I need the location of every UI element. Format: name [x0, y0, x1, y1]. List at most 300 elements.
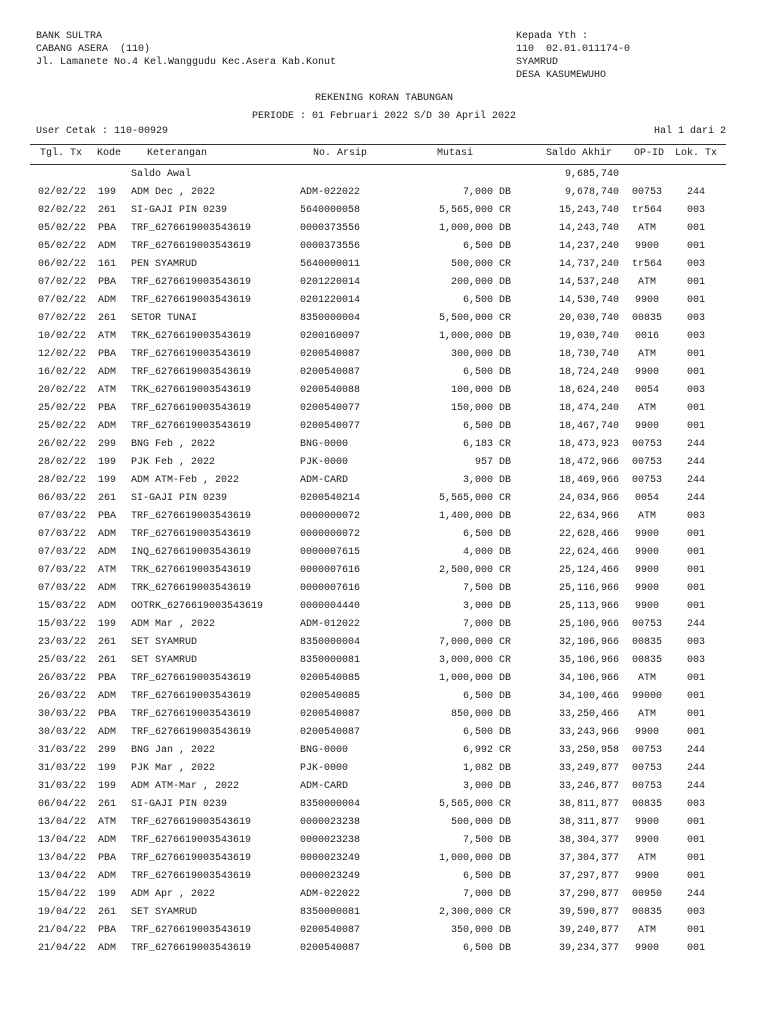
tx-date: 30/03/22 [38, 709, 87, 720]
tx-code: PBA [98, 709, 117, 720]
tx-description: ADM ATM-Feb , 2022 [131, 475, 240, 486]
table-row [0, 292, 768, 310]
tx-code: ADM [98, 421, 117, 432]
tx-mutation: 200,000 DB [450, 277, 511, 288]
tx-description: TRK_6276619003543619 [131, 583, 252, 594]
tx-date: 13/04/22 [38, 817, 87, 828]
header-op-id: OP-ID [634, 148, 665, 159]
tx-description: TRF_6276619003543619 [131, 367, 252, 378]
tx-code: 199 [98, 781, 117, 792]
tx-code: ADM [98, 547, 117, 558]
tx-location: 244 [686, 763, 705, 774]
tx-location: 001 [686, 817, 705, 828]
tx-mutation: 1,000,000 DB [438, 223, 511, 234]
tx-location: 003 [686, 259, 705, 270]
tx-date: 06/03/22 [38, 493, 87, 504]
tx-location: 244 [686, 187, 705, 198]
tx-description: TRF_6276619003543619 [131, 727, 252, 738]
tx-end-balance: 33,249,877 [558, 763, 619, 774]
tx-archive-no: ADM-022022 [300, 187, 361, 198]
tx-end-balance: 39,234,377 [558, 943, 619, 954]
tx-description: SET SYAMRUD [131, 907, 198, 918]
table-row [0, 310, 768, 328]
tx-date: 30/03/22 [38, 727, 87, 738]
tx-mutation: 350,000 DB [450, 925, 511, 936]
tx-mutation: 4,000 DB [462, 547, 511, 558]
tx-op-id: 00753 [631, 475, 662, 486]
tx-description: TRF_6276619003543619 [131, 709, 252, 720]
tx-op-id: 9900 [634, 583, 659, 594]
tx-mutation: 1,400,000 DB [438, 511, 511, 522]
tx-location: 001 [686, 403, 705, 414]
tx-archive-no: PJK-0000 [300, 457, 349, 468]
tx-mutation: 3,000 DB [462, 475, 511, 486]
tx-date: 07/02/22 [38, 295, 87, 306]
tx-mutation: 2,500,000 CR [438, 565, 511, 576]
tx-location: 001 [686, 529, 705, 540]
tx-date: 26/03/22 [38, 691, 87, 702]
tx-location: 001 [686, 871, 705, 882]
tx-description: TRF_6276619003543619 [131, 925, 252, 936]
tx-archive-no: BNG-0000 [300, 439, 349, 450]
header-date: Tgl. Tx [40, 148, 83, 159]
table-row [0, 256, 768, 274]
tx-description: TRF_6276619003543619 [131, 853, 252, 864]
tx-code: ATM [98, 331, 117, 342]
tx-description: TRF_6276619003543619 [131, 943, 252, 954]
tx-description: TRK_6276619003543619 [131, 331, 252, 342]
tx-date: 21/04/22 [38, 943, 87, 954]
tx-date: 02/02/22 [38, 205, 87, 216]
tx-mutation: 150,000 DB [450, 403, 511, 414]
table-row [0, 400, 768, 418]
tx-archive-no: 8350000081 [300, 655, 361, 666]
tx-mutation: 7,000 DB [462, 889, 511, 900]
tx-code: PBA [98, 511, 117, 522]
tx-date: 25/02/22 [38, 421, 87, 432]
tx-op-id: ATM [637, 925, 656, 936]
tx-mutation: 500,000 CR [450, 259, 511, 270]
tx-description: SI-GAJI PIN 0239 [131, 493, 228, 504]
tx-date: 15/04/22 [38, 889, 87, 900]
tx-mutation: 7,500 DB [462, 835, 511, 846]
tx-date: 13/04/22 [38, 835, 87, 846]
tx-code: PBA [98, 403, 117, 414]
tx-op-id: 0016 [634, 331, 659, 342]
table-row [0, 238, 768, 256]
tx-op-id: 00753 [631, 745, 662, 756]
tx-location: 244 [686, 745, 705, 756]
tx-location: 244 [686, 457, 705, 468]
statement-header [0, 90, 768, 126]
tx-end-balance: 37,297,877 [558, 871, 619, 882]
tx-location: 003 [686, 331, 705, 342]
table-row [0, 202, 768, 220]
tx-end-balance: 35,106,966 [558, 655, 619, 666]
tx-op-id: 00753 [631, 781, 662, 792]
tx-date: 07/03/22 [38, 547, 87, 558]
tx-code: 261 [98, 799, 117, 810]
tx-description: SETOR TUNAI [131, 313, 198, 324]
tx-description: ADM ATM-Mar , 2022 [131, 781, 240, 792]
tx-code: PBA [98, 853, 117, 864]
tx-archive-no: 0200540087 [300, 925, 361, 936]
table-row [0, 922, 768, 940]
tx-end-balance: 33,246,877 [558, 781, 619, 792]
tx-date: 06/02/22 [38, 259, 87, 270]
tx-op-id: 00835 [631, 313, 662, 324]
tx-date: 19/04/22 [38, 907, 87, 918]
tx-archive-no: 0200540087 [300, 367, 361, 378]
tx-description: TRF_6276619003543619 [131, 871, 252, 882]
tx-mutation: 3,000,000 CR [438, 655, 511, 666]
tx-archive-no: 0200540077 [300, 403, 361, 414]
tx-location: 001 [686, 601, 705, 612]
tx-end-balance: 14,737,240 [558, 259, 619, 270]
tx-end-balance: 25,124,466 [558, 565, 619, 576]
tx-archive-no: 0200540087 [300, 943, 361, 954]
header-rule-bottom [30, 164, 726, 165]
table-row [0, 760, 768, 778]
tx-end-balance: 15,243,740 [558, 205, 619, 216]
tx-date: 23/03/22 [38, 637, 87, 648]
tx-description: TRF_6276619003543619 [131, 277, 252, 288]
tx-mutation: 6,500 DB [462, 295, 511, 306]
tx-archive-no: 0200540077 [300, 421, 361, 432]
tx-end-balance: 18,469,966 [558, 475, 619, 486]
tx-end-balance: 25,116,966 [558, 583, 619, 594]
tx-end-balance: 39,240,877 [558, 925, 619, 936]
tx-archive-no: 0200540087 [300, 727, 361, 738]
table-row [0, 472, 768, 490]
print-info-row [36, 126, 726, 140]
tx-description: BNG Feb , 2022 [131, 439, 216, 450]
tx-description: TRF_6276619003543619 [131, 511, 252, 522]
table-row [0, 886, 768, 904]
tx-date: 16/02/22 [38, 367, 87, 378]
tx-op-id: ATM [637, 511, 656, 522]
tx-location: 244 [686, 781, 705, 792]
tx-description: TRF_6276619003543619 [131, 817, 252, 828]
tx-op-id: 9900 [634, 601, 659, 612]
tx-description: BNG Jan , 2022 [131, 745, 216, 756]
tx-code: ATM [98, 385, 117, 396]
tx-end-balance: 18,730,740 [558, 349, 619, 360]
tx-description: TRF_6276619003543619 [131, 673, 252, 684]
tx-end-balance: 38,304,377 [558, 835, 619, 846]
tx-description: OOTRK_6276619003543619 [131, 601, 264, 612]
tx-archive-no: 0000000072 [300, 529, 361, 540]
tx-archive-no: 0000373556 [300, 223, 361, 234]
tx-mutation: 5,565,000 CR [438, 799, 511, 810]
table-row [0, 778, 768, 796]
tx-end-balance: 20,030,740 [558, 313, 619, 324]
tx-date: 13/04/22 [38, 853, 87, 864]
tx-mutation: 6,500 DB [462, 421, 511, 432]
tx-code: ADM [98, 691, 117, 702]
tx-op-id: tr564 [631, 259, 662, 270]
tx-end-balance: 14,237,240 [558, 241, 619, 252]
tx-end-balance: 18,473,923 [558, 439, 619, 450]
tx-mutation: 1,000,000 DB [438, 853, 511, 864]
tx-mutation: 6,500 DB [462, 529, 511, 540]
tx-mutation: 6,183 CR [462, 439, 511, 450]
tx-mutation: 500,000 DB [450, 817, 511, 828]
tx-archive-no: 8350000081 [300, 907, 361, 918]
tx-end-balance: 32,106,966 [558, 637, 619, 648]
tx-op-id: 00835 [631, 637, 662, 648]
tx-mutation: 7,500 DB [462, 583, 511, 594]
tx-location: 001 [686, 727, 705, 738]
tx-location: 001 [686, 547, 705, 558]
tx-op-id: 0054 [634, 493, 659, 504]
tx-archive-no: 8350000004 [300, 313, 361, 324]
tx-archive-no: 8350000004 [300, 637, 361, 648]
table-row [0, 814, 768, 832]
tx-date: 31/03/22 [38, 745, 87, 756]
tx-description: TRF_6276619003543619 [131, 691, 252, 702]
tx-description: SI-GAJI PIN 0239 [131, 205, 228, 216]
tx-op-id: 9900 [634, 817, 659, 828]
tx-date: 13/04/22 [38, 871, 87, 882]
tx-code: 199 [98, 187, 117, 198]
tx-op-id: 9900 [634, 241, 659, 252]
tx-archive-no: 0200540214 [300, 493, 361, 504]
tx-op-id: 00753 [631, 457, 662, 468]
tx-date: 15/03/22 [38, 601, 87, 612]
tx-location: 001 [686, 295, 705, 306]
table-row [0, 742, 768, 760]
tx-date: 06/04/22 [38, 799, 87, 810]
tx-date: 21/04/22 [38, 925, 87, 936]
transaction-table [0, 166, 768, 958]
tx-op-id: tr564 [631, 205, 662, 216]
tx-description: TRF_6276619003543619 [131, 241, 252, 252]
tx-archive-no: PJK-0000 [300, 763, 349, 774]
tx-mutation: 6,500 DB [462, 943, 511, 954]
tx-mutation: 6,500 DB [462, 691, 511, 702]
tx-mutation: 6,500 DB [462, 727, 511, 738]
tx-location: 003 [686, 799, 705, 810]
tx-op-id: 00950 [631, 889, 662, 900]
tx-mutation: 7,000 DB [462, 619, 511, 630]
tx-mutation: 3,000 DB [462, 601, 511, 612]
tx-code: ATM [98, 565, 117, 576]
tx-location: 003 [686, 205, 705, 216]
tx-location: 003 [686, 385, 705, 396]
header-code: Kode [97, 148, 122, 159]
tx-description: ADM Dec , 2022 [131, 187, 216, 198]
tx-mutation: 7,000,000 CR [438, 637, 511, 648]
tx-op-id: 9900 [634, 943, 659, 954]
opening-balance-row [0, 166, 768, 184]
tx-code: 299 [98, 745, 117, 756]
tx-archive-no: 0200540085 [300, 691, 361, 702]
tx-archive-no: ADM-CARD [300, 475, 349, 486]
tx-archive-no: 0200540087 [300, 349, 361, 360]
tx-mutation: 300,000 DB [450, 349, 511, 360]
tx-op-id: 9900 [634, 421, 659, 432]
tx-description: TRK_6276619003543619 [131, 385, 252, 396]
tx-location: 003 [686, 655, 705, 666]
tx-op-id: ATM [637, 277, 656, 288]
tx-code: ADM [98, 583, 117, 594]
tx-mutation: 5,565,000 CR [438, 205, 511, 216]
tx-code: 161 [98, 259, 117, 270]
tx-end-balance: 18,624,240 [558, 385, 619, 396]
tx-mutation: 6,500 DB [462, 871, 511, 882]
header-rule-top [30, 144, 726, 145]
tx-description: PJK Mar , 2022 [131, 763, 216, 774]
tx-location: 001 [686, 709, 705, 720]
tx-archive-no: ADM-012022 [300, 619, 361, 630]
tx-archive-no: 0000023238 [300, 817, 361, 828]
table-row [0, 346, 768, 364]
table-row [0, 544, 768, 562]
tx-code: 299 [98, 439, 117, 450]
table-row [0, 904, 768, 922]
tx-end-balance: 37,290,877 [558, 889, 619, 900]
tx-archive-no: 0000007616 [300, 583, 361, 594]
tx-op-id: ATM [637, 853, 656, 864]
tx-archive-no: 0000000072 [300, 511, 361, 522]
tx-code: 261 [98, 655, 117, 666]
tx-op-id: ATM [637, 709, 656, 720]
header-archive-no: No. Arsip [313, 148, 368, 159]
tx-code: PBA [98, 349, 117, 360]
tx-mutation: 2,300,000 CR [438, 907, 511, 918]
tx-op-id: 9900 [634, 547, 659, 558]
tx-code: ADM [98, 943, 117, 954]
tx-location: 001 [686, 565, 705, 576]
tx-location: 001 [686, 367, 705, 378]
bank-name: BANK SULTRA [36, 31, 103, 42]
tx-end-balance: 24,034,966 [558, 493, 619, 504]
tx-end-balance: 18,472,966 [558, 457, 619, 468]
opening-balance-label: Saldo Awal [131, 169, 192, 180]
tx-end-balance: 14,530,740 [558, 295, 619, 306]
opening-balance-value: 9,685,740 [564, 169, 619, 180]
tx-description: PJK Feb , 2022 [131, 457, 216, 468]
table-row [0, 454, 768, 472]
tx-date: 07/03/22 [38, 583, 87, 594]
tx-location: 001 [686, 241, 705, 252]
tx-code: PBA [98, 277, 117, 288]
tx-description: SET SYAMRUD [131, 637, 198, 648]
tx-location: 003 [686, 637, 705, 648]
header-description: Keterangan [147, 148, 208, 159]
tx-date: 07/02/22 [38, 277, 87, 288]
tx-op-id: ATM [637, 673, 656, 684]
tx-mutation: 5,500,000 CR [438, 313, 511, 324]
tx-location: 001 [686, 583, 705, 594]
tx-op-id: ATM [637, 223, 656, 234]
tx-archive-no: 0000373556 [300, 241, 361, 252]
table-row [0, 328, 768, 346]
tx-code: PBA [98, 925, 117, 936]
tx-location: 001 [686, 835, 705, 846]
tx-location: 001 [686, 349, 705, 360]
tx-location: 001 [686, 673, 705, 684]
tx-op-id: 00835 [631, 655, 662, 666]
recipient-village: DESA KASUMEWUHO [516, 70, 607, 81]
tx-op-id: 99000 [631, 691, 662, 702]
tx-description: SET SYAMRUD [131, 655, 198, 666]
user-print: User Cetak : 110-00929 [36, 126, 169, 137]
tx-archive-no: 0000023249 [300, 871, 361, 882]
tx-code: PBA [98, 223, 117, 234]
tx-archive-no: 0200540088 [300, 385, 361, 396]
table-row [0, 418, 768, 436]
tx-code: 199 [98, 619, 117, 630]
table-row [0, 940, 768, 958]
tx-archive-no: 8350000004 [300, 799, 361, 810]
table-row [0, 706, 768, 724]
table-row [0, 868, 768, 886]
table-row [0, 382, 768, 400]
tx-code: ADM [98, 835, 117, 846]
page-info: Hal 1 dari 2 [653, 126, 726, 137]
table-row [0, 832, 768, 850]
tx-end-balance: 37,304,377 [558, 853, 619, 864]
table-row [0, 580, 768, 598]
tx-description: TRF_6276619003543619 [131, 223, 252, 234]
tx-op-id: 00753 [631, 619, 662, 630]
tx-archive-no: 0200540087 [300, 709, 361, 720]
tx-mutation: 100,000 DB [450, 385, 511, 396]
tx-description: TRF_6276619003543619 [131, 295, 252, 306]
tx-date: 10/02/22 [38, 331, 87, 342]
tx-date: 05/02/22 [38, 241, 87, 252]
tx-code: PBA [98, 673, 117, 684]
tx-end-balance: 14,537,240 [558, 277, 619, 288]
tx-location: 001 [686, 853, 705, 864]
tx-op-id: 9900 [634, 835, 659, 846]
tx-date: 15/03/22 [38, 619, 87, 630]
header-location: Lok. Tx [675, 148, 718, 159]
tx-location: 001 [686, 943, 705, 954]
tx-end-balance: 22,624,466 [558, 547, 619, 558]
tx-code: 199 [98, 889, 117, 900]
tx-archive-no: ADM-022022 [300, 889, 361, 900]
table-row [0, 562, 768, 580]
tx-location: 244 [686, 619, 705, 630]
table-row [0, 688, 768, 706]
tx-code: 199 [98, 763, 117, 774]
table-row [0, 850, 768, 868]
tx-mutation: 957 DB [474, 457, 511, 468]
tx-mutation: 1,000,000 DB [438, 673, 511, 684]
tx-date: 28/02/22 [38, 475, 87, 486]
tx-op-id: 00753 [631, 187, 662, 198]
tx-description: PEN SYAMRUD [131, 259, 198, 270]
tx-op-id: 00753 [631, 763, 662, 774]
tx-date: 31/03/22 [38, 763, 87, 774]
tx-end-balance: 18,474,240 [558, 403, 619, 414]
bank-address: Jl. Lamanete No.4 Kel.Wanggudu Kec.Asera Kab.Konut [36, 57, 337, 68]
header-end-balance: Saldo Akhir [546, 148, 613, 159]
tx-archive-no: 0201220014 [300, 295, 361, 306]
tx-description: TRF_6276619003543619 [131, 421, 252, 432]
tx-date: 20/02/22 [38, 385, 87, 396]
tx-location: 244 [686, 493, 705, 504]
tx-op-id: 9900 [634, 295, 659, 306]
header-mutation: Mutasi [437, 148, 474, 159]
table-row [0, 724, 768, 742]
tx-code: 261 [98, 637, 117, 648]
tx-mutation: 6,500 DB [462, 367, 511, 378]
tx-op-id: 9900 [634, 367, 659, 378]
